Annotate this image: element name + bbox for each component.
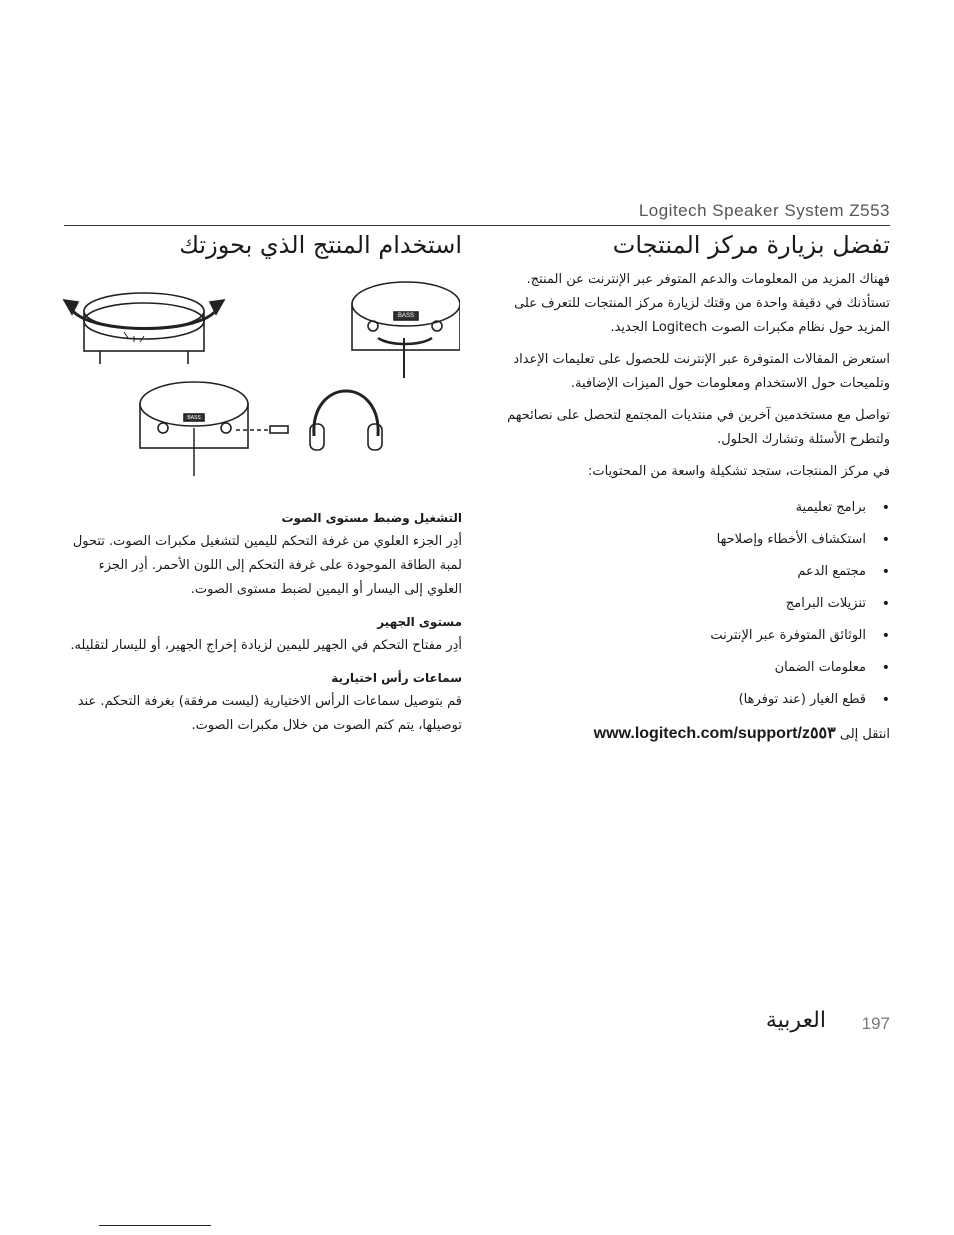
bass-label-2: BASS bbox=[187, 415, 201, 421]
product-title: Logitech Speaker System Z553 bbox=[638, 201, 890, 220]
header-divider bbox=[64, 225, 890, 226]
list-item: • معلومات الضمان bbox=[500, 652, 890, 684]
list-item: • استكشاف الأخطاء وإصلاحها bbox=[500, 524, 890, 556]
list-item: • برامج تعليمية bbox=[500, 492, 890, 524]
link-prefix: انتقل إلى bbox=[839, 727, 890, 742]
intro-paragraph: فهناك المزيد من المعلومات والدعم المتوفر عبر الإنترنت عن المنتج. تستأذنك في دقيقة واحدة من وقتك لزيارة مركز المنتجات للتعرف على المزيد حول نظام مكبرات الصوت Logitech الجديد. bbox=[514, 272, 890, 335]
bass-level-text: أدِر مفتاح التحكم في الجهير لليمين لزيادة إخراج الجهير، أو لليسار لتقليله. bbox=[70, 638, 462, 653]
contents-paragraph: في مركز المنتجات، ستجد تشكيلة واسعة من المحتويات: bbox=[587, 464, 890, 479]
list-item: • مجتمع الدعم bbox=[500, 556, 890, 588]
forums-paragraph: تواصل مع مستخدمين آخرين في منتديات المجتمع لتحصل على نصائحهم ولتطرح الأسئلة وتشارك الحلول. bbox=[507, 408, 890, 447]
footer-language: العربية bbox=[765, 1008, 826, 1033]
support-link-line bbox=[500, 722, 890, 747]
articles-paragraph: استعرض المقالات المتوفرة عبر الإنترنت للحصول على تعليمات الإعداد وتلميحات حول الاستخدام ومعلومات حول الميزات الإضافية. bbox=[513, 352, 890, 391]
bass-label: BASS bbox=[397, 313, 415, 319]
list-item: • تنزيلات البرامج bbox=[500, 588, 890, 620]
bottom-divider bbox=[99, 1225, 211, 1226]
power-volume-text: أدِر الجزء العلوي من غرفة التحكم لليمين لتشغيل مكبرات الصوت. تتحول لمبة الطاقة الموجودة على غرفة التحكم إلى اللون الأحمر. أدِر الجزء العلوي إلى اليسار أو اليمين لضبط مستوى الصوت. bbox=[72, 534, 462, 597]
list-item: • الوثائق المتوفرة عبر الإنترنت bbox=[500, 620, 890, 652]
page-number: 197 bbox=[861, 1014, 890, 1033]
support-link[interactable]: www.logitech.com/support/z٥٥٣ bbox=[593, 725, 836, 742]
illustration-spacer bbox=[62, 260, 462, 498]
bass-level-subheading: مستوى الجهير bbox=[377, 615, 462, 629]
headphones-text: قم بتوصيل سماعات الرأس الاختيارية (ليست مرفقة) بغرفة التحكم. عند توصيلها، يتم كتم الصوت من خلال مكبرات الصوت. bbox=[77, 694, 462, 733]
power-volume-subheading: التشغيل وضبط مستوى الصوت bbox=[281, 511, 462, 525]
using-product-heading: استخدام المنتج الذي بحوزتك bbox=[179, 231, 462, 259]
contents-list bbox=[500, 492, 890, 716]
headphones-subheading: سماعات رأس اختيارية bbox=[331, 671, 462, 685]
product-center-section bbox=[500, 230, 890, 747]
list-item: • قطع الغيار (عند توفرها) bbox=[500, 684, 890, 716]
product-center-heading: تفضل بزيارة مركز المنتجات bbox=[612, 231, 890, 259]
using-product-section bbox=[62, 230, 462, 738]
